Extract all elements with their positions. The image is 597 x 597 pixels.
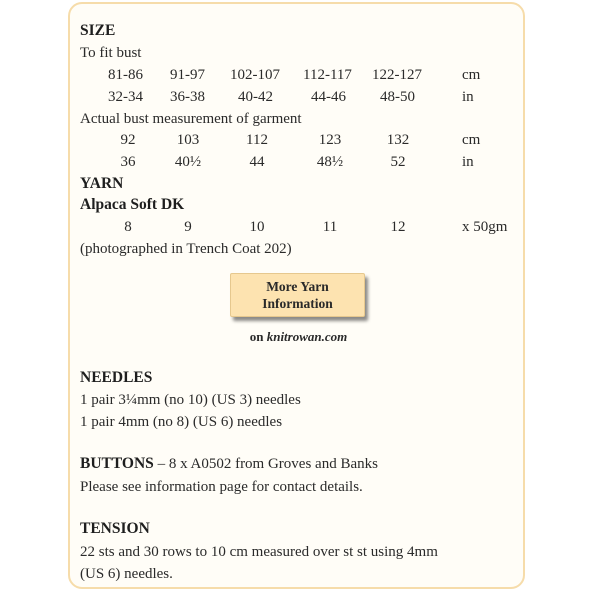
fit-in-value: 48-50 xyxy=(380,89,415,105)
needles-line2: 1 pair 4mm (no 8) (US 6) needles xyxy=(80,414,283,430)
actual-cm-value: 132 xyxy=(386,132,410,148)
website-prefix: on xyxy=(249,329,264,344)
fit-in-value: 32-34 xyxy=(108,89,143,105)
unit-in: in xyxy=(462,154,474,170)
yarn-photo-note: (photographed in Trench Coat 202) xyxy=(80,241,292,257)
yarn-balls-value: 9 xyxy=(184,219,192,235)
button-label-line1: More Yarn xyxy=(266,279,329,294)
tension-line1: 22 sts and 30 rows to 10 cm measured over st st using 4mm xyxy=(80,544,438,560)
fit-in-value: 40-42 xyxy=(238,89,273,105)
actual-in-value: 36 xyxy=(120,154,136,170)
fit-cm-value: 102-107 xyxy=(230,67,280,83)
yarn-name: Alpaca Soft DK xyxy=(80,196,185,213)
actual-cm-value: 123 xyxy=(318,132,342,148)
actual-cm-value: 112 xyxy=(246,132,268,148)
tension-heading: TENSION xyxy=(80,520,150,537)
fit-cm-value: 112-117 xyxy=(303,67,352,83)
unit-cm: cm xyxy=(462,132,481,148)
actual-bust-label: Actual bust measurement of garment xyxy=(80,111,302,127)
unit-cm: cm xyxy=(462,67,481,83)
actual-cm-value: 103 xyxy=(176,132,200,148)
tension-line2: (US 6) needles. xyxy=(80,566,173,582)
yarn-balls-value: 10 xyxy=(249,219,265,235)
fit-in-value: 44-46 xyxy=(311,89,346,105)
buttons-line xyxy=(80,455,378,473)
size-heading: SIZE xyxy=(80,22,116,39)
needles-line1: 1 pair 3¼mm (no 10) (US 3) needles xyxy=(80,392,301,408)
website-link[interactable]: knitrowan.com xyxy=(266,329,348,344)
buttons-detail: – 8 x A0502 from Groves and Banks xyxy=(153,456,378,472)
website-line xyxy=(200,329,397,345)
yarn-balls-value: 11 xyxy=(322,219,338,235)
actual-in-value: 48½ xyxy=(316,154,344,170)
ball-unit: x 50gm xyxy=(462,219,508,235)
fit-cm-value: 91-97 xyxy=(170,67,205,83)
fit-bust-label: To fit bust xyxy=(80,45,142,61)
fit-cm-value: 122-127 xyxy=(372,67,422,83)
actual-in-value: 40½ xyxy=(174,154,202,170)
needles-heading: NEEDLES xyxy=(80,369,153,386)
yarn-heading: YARN xyxy=(80,175,124,192)
actual-in-value: 52 xyxy=(390,154,406,170)
buttons-heading: BUTTONS xyxy=(80,455,154,472)
actual-cm-value: 92 xyxy=(120,132,136,148)
actual-in-value: 44 xyxy=(249,154,265,170)
yarn-balls-value: 12 xyxy=(390,219,406,235)
fit-in-value: 36-38 xyxy=(170,89,205,105)
unit-in: in xyxy=(462,89,474,105)
button-label-line2: Information xyxy=(262,296,333,311)
yarn-balls-value: 8 xyxy=(124,219,132,235)
fit-cm-value: 81-86 xyxy=(108,67,143,83)
more-yarn-info-button[interactable] xyxy=(230,273,365,317)
buttons-contact-note: Please see information page for contact details. xyxy=(80,479,363,495)
